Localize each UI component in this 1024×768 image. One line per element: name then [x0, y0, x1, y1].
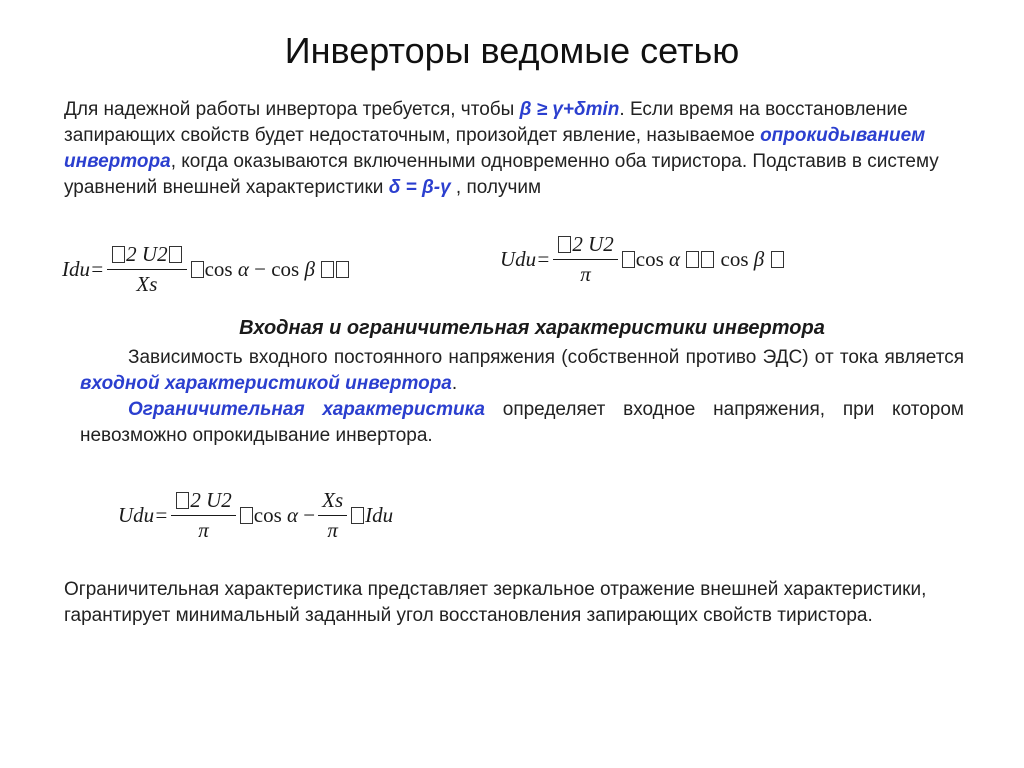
placeholder-box [351, 507, 364, 524]
placeholder-box [112, 246, 125, 263]
formula1-fraction [107, 242, 186, 297]
formula3-fraction-1 [171, 488, 235, 543]
formula1-minus: − [254, 257, 266, 281]
placeholder-box [240, 507, 253, 524]
formula2-beta: β [753, 247, 765, 271]
placeholder-box [336, 261, 349, 278]
formula3-cos: cos [253, 503, 282, 527]
formula2-cos-2: cos [720, 247, 749, 271]
formula3-fraction-2 [318, 488, 347, 543]
slide-title: Инверторы ведомые сетью [284, 30, 740, 71]
beta-condition: β ≥ γ+δmin [519, 99, 620, 120]
section-heading: Входная и ограничительная характеристики инвертора [239, 317, 825, 339]
delta-substitution: δ = β-γ [388, 177, 451, 198]
intro-text-4: , получим [450, 177, 542, 198]
formula3-tail: Idu [365, 503, 394, 527]
formula1-cos-2: cos [271, 257, 300, 281]
placeholder-box [191, 261, 204, 278]
formula2-fraction [553, 232, 617, 287]
placeholder-box [176, 492, 189, 509]
section-paragraph [80, 345, 964, 449]
section-text-2: . [451, 373, 458, 394]
formula2-cos-1: cos [635, 247, 664, 271]
intro-text-2: . Если время на восстановление запирающих свойств будет недостаточным, произойдет явление, называемое [64, 99, 908, 146]
formula1-lhs: Idu= [62, 257, 105, 281]
formula3-denominator-2: π [327, 518, 338, 542]
section-text-1: Зависимость входного постоянного напряжения (собственной противо ЭДС) от тока является [128, 347, 964, 368]
formula2-denominator: π [580, 262, 591, 286]
placeholder-box [701, 251, 714, 268]
limiting-characteristic-term: Ограничительная характеристика [128, 399, 485, 420]
placeholder-box [169, 246, 182, 263]
formula1-denominator: Xs [136, 272, 158, 296]
formula3-denominator: π [198, 518, 209, 542]
formula1-alpha: α [237, 257, 249, 281]
intro-paragraph [64, 97, 944, 201]
conclusion-paragraph: Ограничительная характеристика представляет зеркальное отражение внешней характеристики, гарантирует минимальный заданный угол восстановления запирающих свойств тиристора. [64, 579, 927, 626]
formula3-minus: − [303, 503, 316, 527]
voltage-formula [500, 232, 785, 287]
placeholder-box [686, 251, 699, 268]
formula3-alpha: α [287, 503, 299, 527]
intro-text-3: , когда оказываются включенными одновременно оба тиристора. Подставив в систему уравнений внешней характеристики [64, 151, 939, 198]
input-characteristic-term: входной характеристикой инвертора [80, 373, 452, 394]
placeholder-box [558, 236, 571, 253]
limiting-formula [118, 488, 393, 543]
placeholder-box [771, 251, 784, 268]
formula1-cos-1: cos [204, 257, 233, 281]
formula2-lhs: Udu= [500, 247, 551, 271]
formula3-numerator: 2 U2 [190, 488, 232, 512]
formula2-numerator: 2 U2 [572, 232, 614, 256]
placeholder-box [622, 251, 635, 268]
formula3-lhs: Udu= [118, 503, 169, 527]
formula1-beta: β [304, 257, 315, 281]
placeholder-box [321, 261, 334, 278]
formula3-numerator-2: Xs [318, 488, 347, 516]
current-formula [62, 242, 350, 297]
formula1-numerator: 2 U2 [126, 242, 168, 266]
inverter-overturn-term: опрокидыванием инвертора [64, 125, 926, 172]
section-text-3: определяет входное напряжения, при котором невозможно опрокидывание инвертора. [80, 399, 964, 446]
formula2-alpha: α [669, 247, 681, 271]
intro-text-1: Для надежной работы инвертора требуется, чтобы [64, 99, 520, 120]
